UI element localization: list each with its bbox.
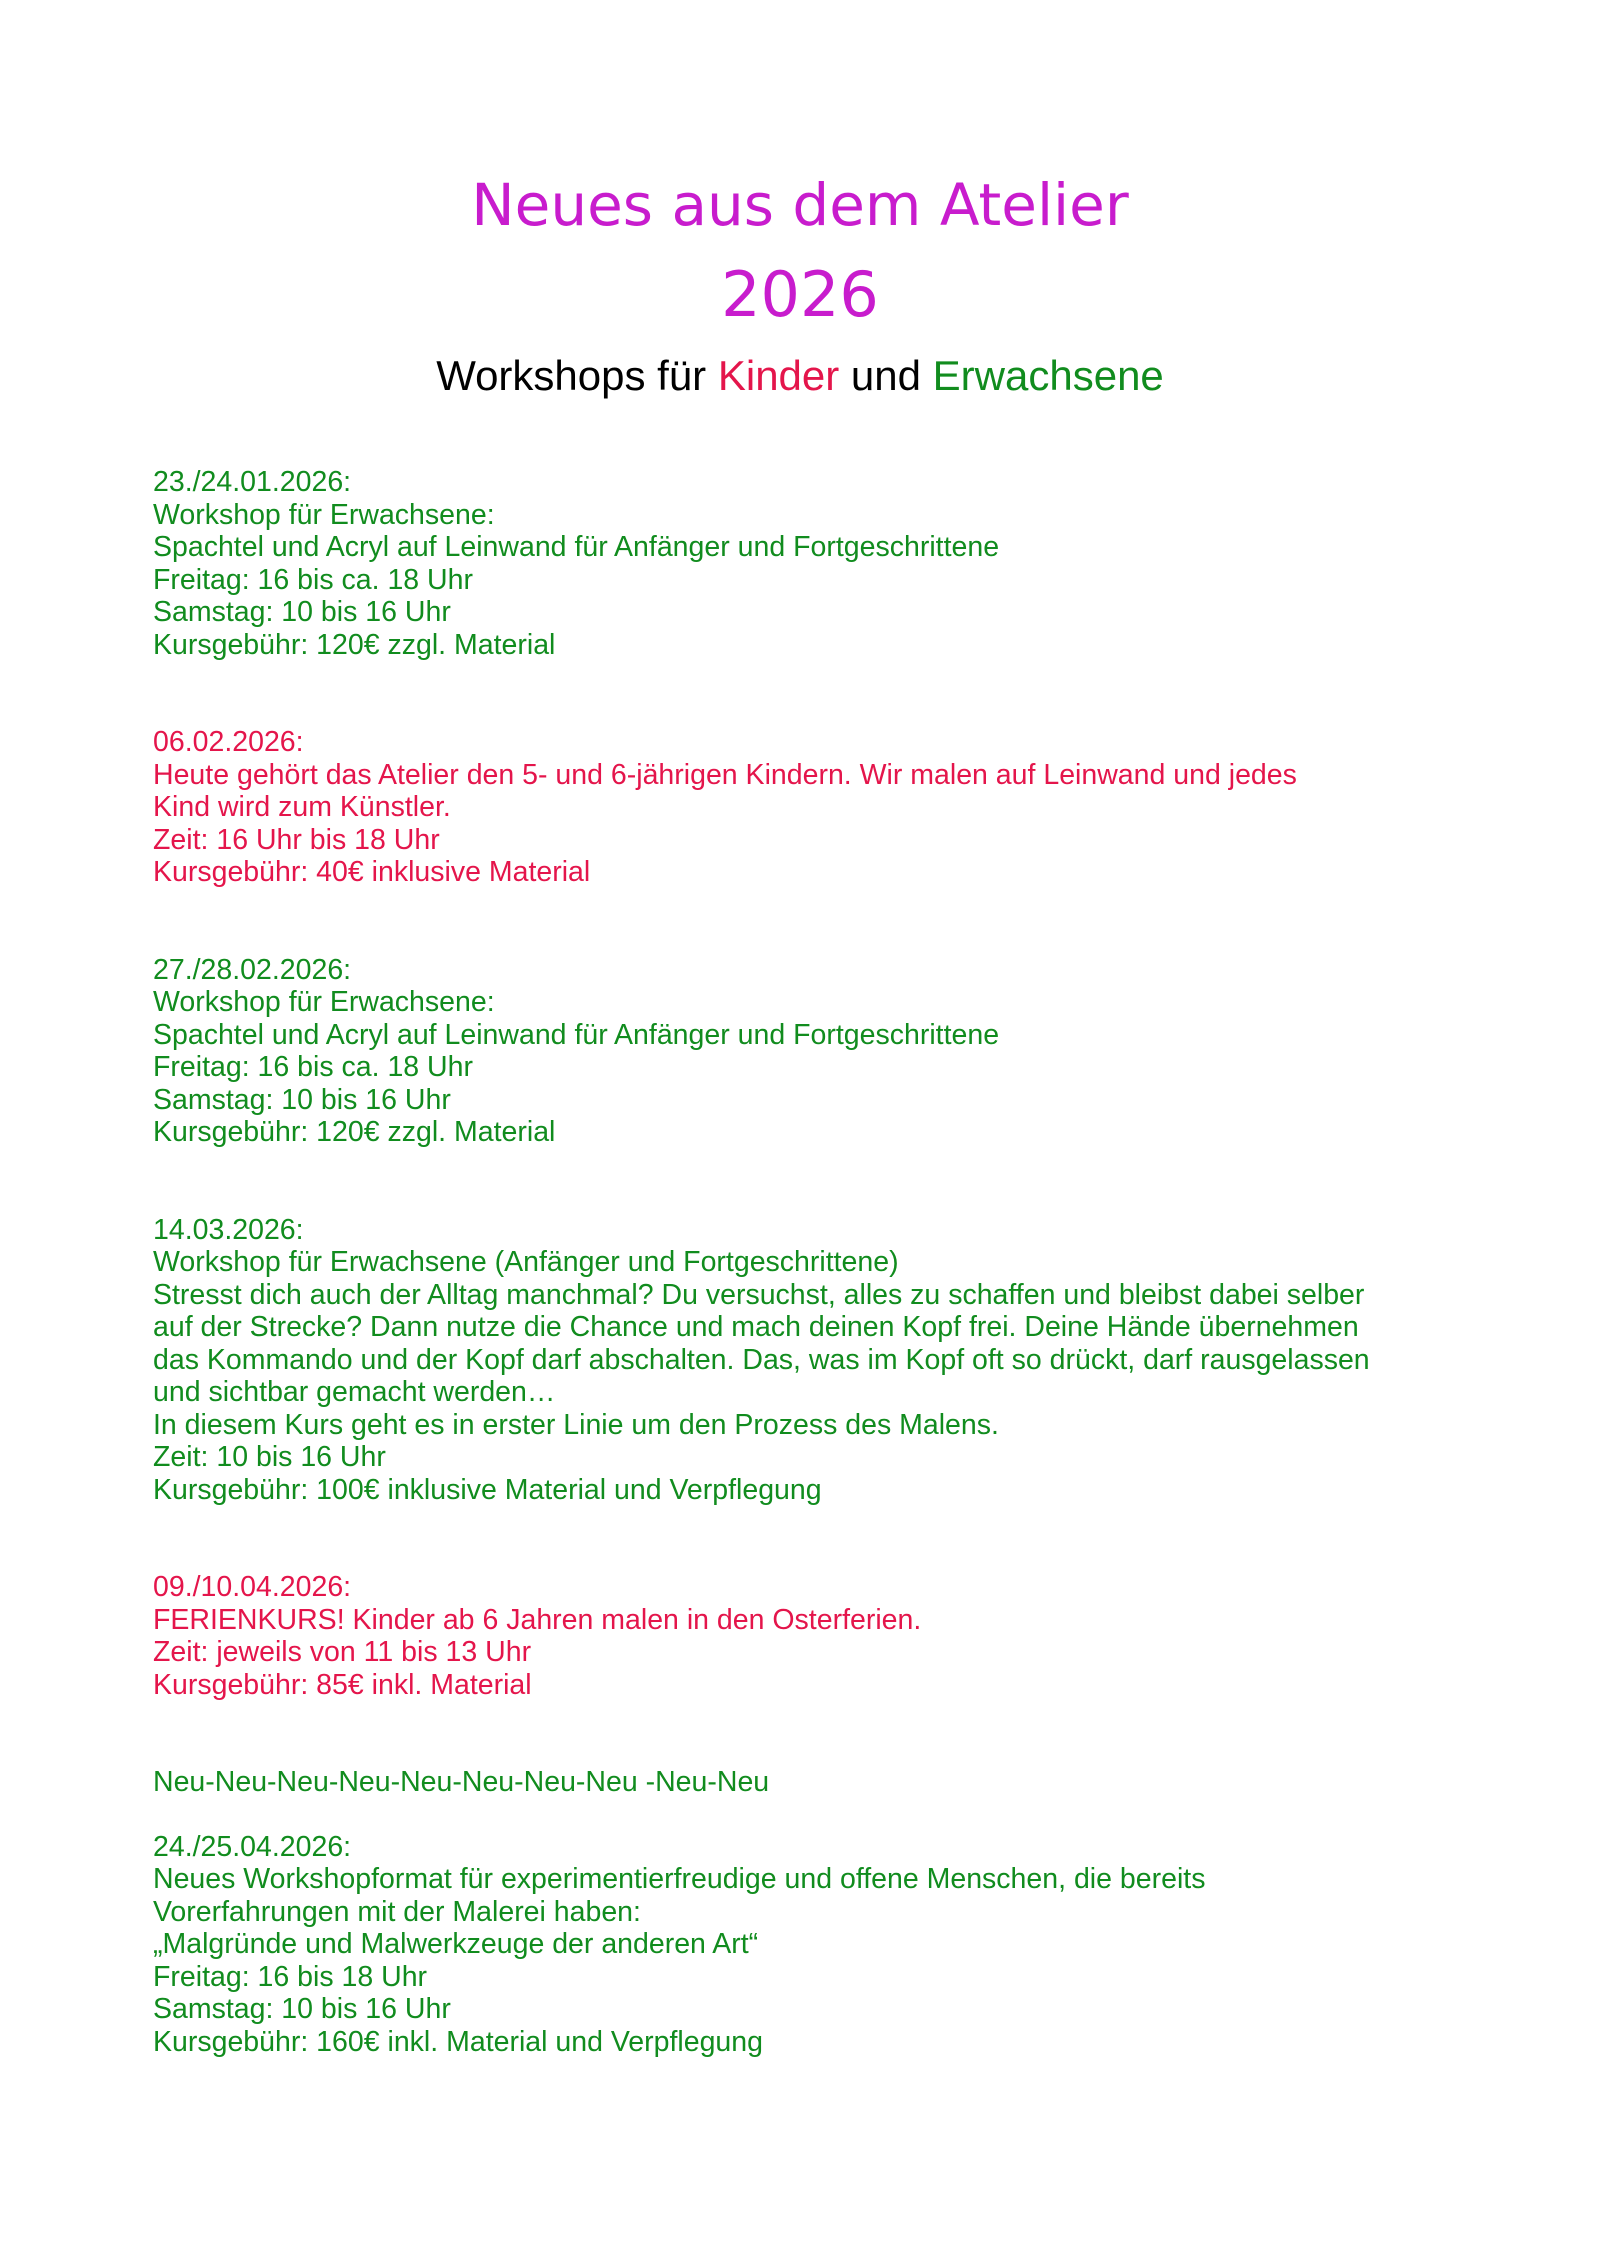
subtitle-text: Workshops für (436, 352, 718, 399)
subtitle-erwachsene: Erwachsene (932, 352, 1164, 399)
page-title-year: 2026 (721, 258, 879, 331)
event-block-adults-mar (153, 1214, 1473, 1507)
event-line: Vorerfahrungen mit der Malerei haben: (153, 1895, 641, 1928)
event-line: Spachtel und Acryl auf Leinwand für Anfänger und Fortgeschrittene (153, 1018, 1000, 1051)
event-line: Kind wird zum Künstler. (153, 791, 451, 823)
event-line: Samstag: 10 bis 16 Uhr (153, 1083, 451, 1116)
event-line: Workshop für Erwachsene: (153, 498, 495, 531)
event-line: auf der Strecke? Dann nutze die Chance und mach deinen Kopf frei. Deine Hände übernehmen (153, 1311, 1359, 1343)
event-block-kids-feb (153, 726, 1473, 889)
event-line: Freitag: 16 bis ca. 18 Uhr (153, 563, 473, 596)
event-line: Workshop für Erwachsene (Anfänger und Fortgeschrittene) (153, 1246, 899, 1278)
event-line: Freitag: 16 bis 18 Uhr (153, 1960, 428, 1993)
page-subtitle (0, 350, 1600, 402)
subtitle-and: und (839, 352, 933, 399)
spacer (153, 1701, 1473, 1766)
event-line: Kursgebühr: 120€ zzgl. Material (153, 1116, 556, 1148)
spacer (153, 1506, 1473, 1571)
spacer (153, 661, 1473, 726)
subtitle-kinder: Kinder (717, 352, 840, 399)
event-date: 09./10.04.2026: (153, 1571, 352, 1603)
event-line: Kursgebühr: 85€ inkl. Material (153, 1668, 532, 1701)
event-line: Workshop für Erwachsene: (153, 986, 495, 1018)
event-list (153, 466, 1473, 2058)
event-line: Kursgebühr: 160€ inkl. Material und Verpflegung (153, 2025, 763, 2058)
event-line: Freitag: 16 bis ca. 18 Uhr (153, 1051, 473, 1083)
event-block-adults-jan (153, 466, 1473, 661)
event-line: Zeit: 16 Uhr bis 18 Uhr (153, 823, 440, 856)
event-date: 27./28.02.2026: (153, 953, 352, 986)
event-line: Samstag: 10 bis 16 Uhr (153, 596, 451, 628)
event-line: In diesem Kurs geht es in erster Linie um den Prozess des Malens. (153, 1408, 999, 1441)
event-line: Kursgebühr: 100€ inklusive Material und Verpflegung (153, 1473, 822, 1506)
event-line: Stresst dich auch der Alltag manchmal? Du versuchst, alles zu schaffen und bleibst dabei selber (153, 1278, 1365, 1311)
new-banner-text: Neu-Neu-Neu-Neu-Neu-Neu-Neu-Neu -Neu-Neu (153, 1766, 770, 1798)
event-line: und sichtbar gemacht werden… (153, 1376, 556, 1408)
event-line: Zeit: jeweils von 11 bis 13 Uhr (153, 1636, 532, 1668)
spacer (153, 1799, 1473, 1831)
event-block-adults-apr (153, 1831, 1473, 2059)
event-date: 24./25.04.2026: (153, 1830, 352, 1863)
new-banner (153, 1766, 1473, 1799)
event-line: Samstag: 10 bis 16 Uhr (153, 1993, 451, 2025)
event-line: Zeit: 10 bis 16 Uhr (153, 1441, 386, 1473)
event-line: Kursgebühr: 120€ zzgl. Material (153, 628, 556, 661)
event-line: das Kommando und der Kopf darf abschalten. Das, was im Kopf oft so drückt, darf rausgelassen (153, 1343, 1370, 1376)
event-date: 23./24.01.2026: (153, 466, 352, 498)
event-line: FERIENKURS! Kinder ab 6 Jahren malen in den Osterferien. (153, 1603, 922, 1636)
page-title: Neues aus dem Atelier (471, 171, 1129, 239)
event-date: 14.03.2026: (153, 1213, 304, 1246)
event-line: Heute gehört das Atelier den 5- und 6-jährigen Kindern. Wir malen auf Leinwand und jedes (153, 758, 1297, 791)
event-line: Neues Workshopformat für experimentierfreudige und offene Menschen, die bereits (153, 1863, 1206, 1895)
event-date: 06.02.2026: (153, 726, 304, 758)
event-line: Spachtel und Acryl auf Leinwand für Anfänger und Fortgeschrittene (153, 531, 1000, 563)
event-block-adults-feb (153, 954, 1473, 1149)
event-line: Kursgebühr: 40€ inklusive Material (153, 856, 591, 888)
event-block-kids-apr (153, 1571, 1473, 1701)
spacer (153, 1149, 1473, 1214)
event-line: „Malgründe und Malwerkzeuge der anderen Art“ (153, 1928, 759, 1960)
spacer (153, 889, 1473, 954)
